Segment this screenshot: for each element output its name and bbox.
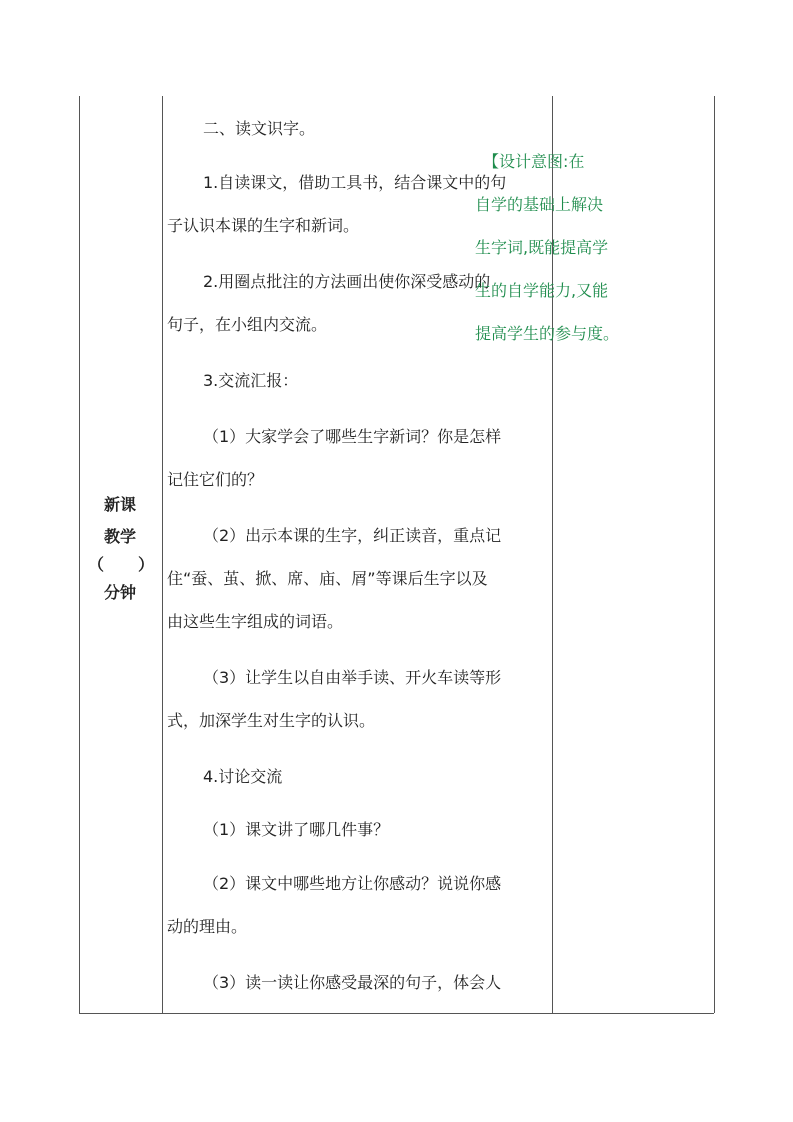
paragraph-continuation: 由这些生字组成的词语。 (167, 612, 344, 631)
paragraph: 4.讨论交流 (203, 767, 283, 786)
note-line: 【设计意图:在 (483, 152, 585, 171)
paren-open: （ (88, 555, 105, 574)
stage-line-4: 分钟 (103, 583, 136, 602)
paragraph: 二、读文识字。 (203, 119, 316, 138)
paragraph-continuation: 动的理由。 (167, 917, 248, 936)
stage-line-2: 教学 (103, 527, 136, 546)
paragraph: （3）读一读让你感受最深的句子，体会人 (203, 973, 502, 992)
design-intent-note (475, 140, 637, 355)
paragraph-continuation: 句子，在小组内交流。 (167, 315, 328, 334)
paragraph-continuation: 记住它们的？ (167, 470, 264, 489)
paragraph: （2）课文中哪些地方让你感动？说说你感 (203, 874, 502, 893)
paragraph: 3.交流汇报： (203, 371, 299, 390)
paragraph-continuation: 住“蚕、茧、掀、席、庙、屑”等课后生字以及 (167, 569, 488, 588)
note-line: 提高学生的参与度。 (475, 324, 620, 343)
note-line: 生字词,既能提高学 (475, 238, 609, 257)
paragraph: （2）出示本课的生字，纠正读音，重点记 (203, 526, 502, 545)
paragraph: 1.自读课文，借助工具书，结合课文中的句 (203, 173, 507, 192)
paragraph: （1）大家学会了哪些生字新词？你是怎样 (203, 427, 502, 446)
note-line: 自学的基础上解决 (475, 195, 604, 214)
paren-close: ） (137, 555, 154, 574)
paragraph: （3）让学生以自由举手读、开火车读等形 (203, 668, 502, 687)
paragraph-continuation: 式，加深学生对生字的认识。 (167, 711, 376, 730)
paragraph: 2.用圈点批注的方法画出使你深受感动的 (203, 272, 491, 291)
paragraph: （1）课文讲了哪几件事？ (203, 820, 390, 839)
note-line: 生的自学能力,又能 (475, 281, 609, 300)
stage-line-1: 新课 (103, 495, 136, 514)
paragraph-continuation: 子认识本课的生字和新词。 (167, 216, 360, 235)
